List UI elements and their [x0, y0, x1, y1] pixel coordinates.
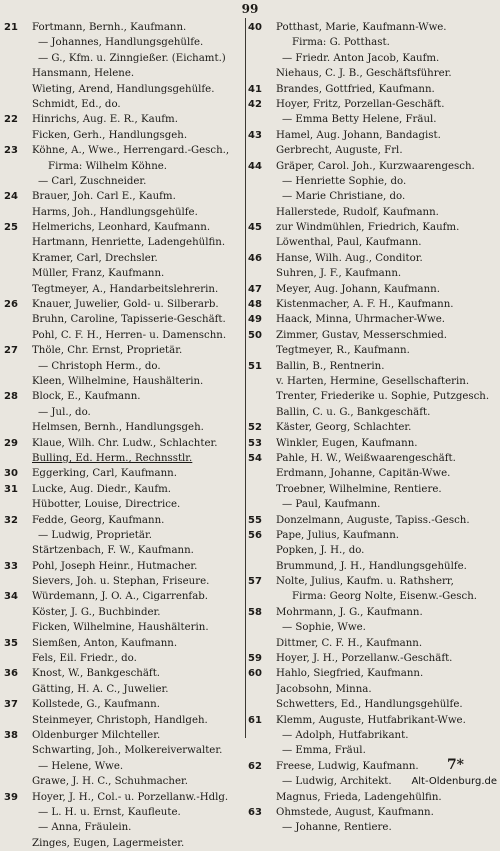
directory-entry	[4, 35, 244, 50]
resident-entry: Trenter, Friederike u. Sophie, Putzgesch.	[276, 391, 490, 403]
resident-entry: Niehaus, C. J. B., Geschäftsführer.	[276, 68, 452, 80]
directory-entry	[4, 20, 244, 35]
directory-entry	[248, 159, 496, 174]
house-number: 40	[248, 22, 262, 33]
house-number: 28	[4, 391, 18, 403]
resident-entry: Helmsen, Bernh., Handlungsgeh.	[32, 422, 204, 434]
directory-entry	[4, 420, 244, 435]
resident-entry: — Christoph Herm., do.	[38, 360, 161, 372]
directory-entry	[248, 51, 496, 66]
house-number: 39	[4, 791, 18, 803]
resident-entry: Tegtmeyer, R., Kaufmann.	[276, 345, 410, 357]
directory-entry	[248, 482, 496, 497]
resident-entry: Köster, J. G., Buchbinder.	[32, 606, 161, 618]
directory-entry	[4, 451, 244, 466]
directory-entry	[248, 497, 496, 512]
resident-entry: Pahle, H. W., Weißwaarengeschäft.	[276, 452, 456, 464]
directory-entry	[248, 574, 496, 589]
directory-entry	[248, 682, 496, 697]
directory-entry	[4, 636, 244, 651]
directory-entry	[248, 466, 496, 481]
right-column	[248, 20, 496, 836]
resident-entry: Kramer, Carl, Drechsler.	[32, 252, 158, 264]
directory-entry	[248, 636, 496, 651]
resident-entry: Müller, Franz, Kaufmann.	[32, 268, 165, 280]
directory-entry	[4, 82, 244, 97]
house-number: 38	[4, 729, 18, 741]
directory-entry	[4, 297, 244, 312]
directory-entry	[248, 620, 496, 635]
resident-entry: Hahlo, Siegfried, Kaufmann.	[276, 668, 424, 680]
directory-entry	[248, 328, 496, 343]
resident-entry: Bulling, Ed. Herm., Rechnsstlr.	[32, 452, 193, 464]
directory-entry	[4, 374, 244, 389]
directory-entry	[248, 82, 496, 97]
directory-entry	[248, 374, 496, 389]
directory-entry	[248, 420, 496, 435]
resident-entry: Würdemann, J. O. A., Cigarrenfab.	[32, 591, 209, 603]
directory-entry	[4, 605, 244, 620]
directory-entry	[4, 482, 244, 497]
directory-entry	[248, 297, 496, 312]
resident-entry: Pohl, Joseph Heinr., Hutmacher.	[32, 560, 198, 572]
house-number: 27	[4, 345, 18, 357]
house-number: 26	[4, 299, 18, 311]
resident-entry: Popken, J. H., do.	[276, 545, 365, 557]
resident-entry: Gätting, H. A. C., Juwelier.	[32, 683, 169, 695]
resident-entry: Firma: G. Potthast.	[292, 37, 390, 49]
directory-entry	[248, 128, 496, 143]
house-number: 25	[4, 222, 18, 234]
house-number: 48	[248, 299, 262, 311]
house-number: 47	[248, 283, 262, 295]
directory-entry	[248, 405, 496, 420]
house-number: 22	[4, 114, 18, 126]
directory-entry	[4, 589, 244, 604]
resident-entry: Ballin, C. u. G., Bankgeschäft.	[276, 406, 431, 418]
directory-entry	[4, 189, 244, 204]
house-number: 44	[248, 160, 262, 172]
directory-entry	[248, 66, 496, 81]
resident-entry: Siemßen, Anton, Kaufmann.	[32, 637, 178, 649]
house-number: 21	[4, 22, 18, 33]
resident-entry: — Adolph, Hutfabrikant.	[282, 729, 409, 741]
resident-entry: v. Harten, Hermine, Gesellschafterin.	[276, 375, 470, 387]
house-number: 45	[248, 222, 262, 234]
resident-entry: Hübotter, Louise, Directrice.	[32, 499, 181, 511]
resident-entry: Kollstede, G., Kaufmann.	[32, 699, 160, 711]
house-number: 54	[248, 452, 262, 464]
directory-entry	[4, 790, 244, 805]
resident-entry: — L. H. u. Ernst, Kaufleute.	[38, 806, 181, 818]
directory-entry	[4, 528, 244, 543]
resident-entry: Troebner, Wilhelmine, Rentiere.	[276, 483, 442, 495]
resident-entry: — G., Kfm. u. Zinngießer. (Eichamt.)	[38, 52, 226, 64]
resident-entry: Brandes, Gottfried, Kaufmann.	[276, 83, 435, 95]
house-number: 31	[4, 483, 18, 495]
directory-entry	[4, 466, 244, 481]
resident-entry: Zimmer, Gustav, Messerschmied.	[276, 329, 448, 341]
house-number: 50	[248, 329, 262, 341]
resident-entry: Winkler, Eugen, Kaufmann.	[276, 437, 418, 449]
house-number: 55	[248, 514, 262, 526]
resident-entry: Nolte, Julius, Kaufm. u. Rathsherr,	[276, 576, 454, 588]
directory-entry	[4, 66, 244, 81]
directory-entry	[4, 774, 244, 789]
directory-entry	[248, 282, 496, 297]
directory-entry	[4, 389, 244, 404]
resident-entry: Sievers, Joh. u. Stephan, Friseure.	[32, 576, 210, 588]
resident-entry: — Johannes, Handlungsgehülfe.	[38, 37, 204, 49]
resident-entry: Steinmeyer, Christoph, Handlgeh.	[32, 714, 208, 726]
directory-entry	[248, 389, 496, 404]
directory-entry	[248, 112, 496, 127]
house-number: 52	[248, 422, 262, 434]
resident-entry: Block, E., Kaufmann.	[32, 391, 141, 403]
resident-entry: — Johanne, Rentiere.	[282, 822, 392, 834]
resident-entry: Kleen, Wilhelmine, Haushälterin.	[32, 375, 204, 387]
resident-entry: Hallerstede, Rudolf, Kaufmann.	[276, 206, 439, 218]
resident-entry: zur Windmühlen, Friedrich, Kaufm.	[276, 222, 460, 234]
resident-entry: — Ludwig, Architekt.	[282, 776, 392, 788]
directory-entry	[248, 97, 496, 112]
directory-entry	[4, 820, 244, 835]
resident-entry: Freese, Ludwig, Kaufmann.	[276, 760, 419, 772]
resident-entry: Potthast, Marie, Kaufmann-Wwe.	[276, 22, 447, 33]
resident-entry: Fels, Eil. Friedr., do.	[32, 653, 137, 665]
house-number: 53	[248, 437, 262, 449]
resident-entry: Pape, Julius, Kaufmann.	[276, 529, 400, 541]
directory-entry	[4, 728, 244, 743]
directory-entry	[4, 312, 244, 327]
directory-entry	[4, 51, 244, 66]
directory-entry	[4, 497, 244, 512]
resident-entry: Tegtmeyer, A., Handarbeitslehrerin.	[32, 283, 219, 295]
house-number: 43	[248, 129, 262, 141]
directory-entry	[248, 713, 496, 728]
house-number: 58	[248, 606, 262, 618]
directory-entry	[248, 528, 496, 543]
house-number: 36	[4, 668, 18, 680]
resident-entry: Haack, Minna, Uhrmacher-Wwe.	[276, 314, 446, 326]
resident-entry: Hoyer, J. H., Porzellanw.-Geschäft.	[276, 653, 453, 665]
resident-entry: Ficken, Wilhelmine, Haushälterin.	[32, 622, 209, 634]
resident-entry: Harms, Joh., Handlungsgehülfe.	[32, 206, 198, 218]
resident-entry: Schmidt, Ed., do.	[32, 98, 121, 110]
resident-entry: Schwetters, Ed., Handlungsgehülfe.	[276, 699, 463, 711]
directory-entry	[4, 159, 244, 174]
directory-entry	[248, 559, 496, 574]
directory-entry	[4, 574, 244, 589]
resident-entry: Käster, Georg, Schlachter.	[276, 422, 412, 434]
house-number: 46	[248, 252, 262, 264]
resident-entry: Gräper, Carol. Joh., Kurzwaarengesch.	[276, 160, 475, 172]
directory-entry	[248, 805, 496, 820]
directory-entry	[4, 220, 244, 235]
left-column	[4, 20, 244, 851]
resident-entry: Hansmann, Helene.	[32, 68, 135, 80]
directory-entry	[248, 543, 496, 558]
resident-entry: Pohl, C. F. H., Herren- u. Damenschn.	[32, 329, 227, 341]
directory-entry	[4, 205, 244, 220]
directory-entry	[4, 405, 244, 420]
directory-entry	[248, 589, 496, 604]
directory-entry	[248, 513, 496, 528]
resident-entry: Köhne, A., Wwe., Herrengard.-Gesch.,	[32, 145, 230, 157]
resident-entry: Mohrmann, J. G., Kaufmann.	[276, 606, 423, 618]
resident-entry: Klemm, Auguste, Hutfabrikant-Wwe.	[276, 714, 466, 726]
directory-entry	[4, 743, 244, 758]
resident-entry: Jacobsohn, Minna.	[276, 683, 372, 695]
house-number: 42	[248, 98, 262, 110]
house-number: 33	[4, 560, 18, 572]
resident-entry: Kistenmacher, A. F. H., Kaufmann.	[276, 299, 454, 311]
resident-entry: — Sophie, Wwe.	[282, 622, 366, 634]
directory-entry	[248, 266, 496, 281]
resident-entry: Hartmann, Henriette, Ladengehülfin.	[32, 237, 226, 249]
directory-entry	[4, 282, 244, 297]
resident-entry: Eggerking, Carl, Kaufmann.	[32, 468, 177, 480]
directory-entry	[248, 451, 496, 466]
directory-entry	[4, 128, 244, 143]
resident-entry: Brauer, Joh. Carl E., Kaufm.	[32, 191, 176, 203]
house-number: 57	[248, 576, 262, 588]
house-number: 24	[4, 191, 18, 203]
resident-entry: Firma: Wilhelm Köhne.	[48, 160, 168, 172]
resident-entry: Brummund, J. H., Handlungsgehülfe.	[276, 560, 467, 572]
resident-entry: Ficken, Gerh., Handlungsgeh.	[32, 129, 188, 141]
house-number: 61	[248, 714, 262, 726]
resident-entry: Donzelmann, Auguste, Tapiss.-Gesch.	[276, 514, 470, 526]
directory-entry	[248, 220, 496, 235]
resident-entry: — Anna, Fräulein.	[38, 822, 132, 834]
resident-entry: Oldenburger Milchteller.	[32, 729, 161, 741]
directory-entry	[4, 759, 244, 774]
resident-entry: Firma: Georg Nolte, Eisenw.-Gesch.	[292, 591, 478, 603]
directory-entry	[4, 112, 244, 127]
directory-entry	[4, 697, 244, 712]
directory-entry	[4, 97, 244, 112]
directory-entry	[4, 436, 244, 451]
directory-entry	[248, 312, 496, 327]
footer-mark: 7*	[446, 757, 464, 773]
house-number: 49	[248, 314, 262, 326]
resident-entry: — Emma Betty Helene, Fräul.	[282, 114, 437, 126]
resident-entry: Dittmer, C. F. H., Kaufmann.	[276, 637, 423, 649]
directory-entry	[248, 343, 496, 358]
directory-entry	[248, 189, 496, 204]
directory-entry	[4, 805, 244, 820]
directory-entry	[248, 20, 496, 35]
house-number: 41	[248, 83, 262, 95]
resident-entry: — Paul, Kaufmann.	[282, 499, 381, 511]
resident-entry: Thöle, Chr. Ernst, Proprietär.	[32, 345, 183, 357]
column-divider	[245, 18, 246, 738]
resident-entry: Hanse, Wilh. Aug., Conditor.	[276, 252, 423, 264]
directory-entry	[4, 513, 244, 528]
resident-entry: Meyer, Aug. Johann, Kaufmann.	[276, 283, 440, 295]
directory-entry	[4, 143, 244, 158]
directory-entry	[4, 836, 244, 851]
resident-entry: Knost, W., Bankgeschäft.	[32, 668, 161, 680]
directory-entry	[248, 666, 496, 681]
house-number: 37	[4, 699, 18, 711]
directory-entry	[4, 174, 244, 189]
directory-entry	[248, 605, 496, 620]
resident-entry: — Henriette Sophie, do.	[282, 175, 407, 187]
directory-entry	[4, 543, 244, 558]
house-number: 59	[248, 653, 262, 665]
directory-entry	[248, 205, 496, 220]
directory-entry	[248, 35, 496, 50]
directory-entry	[4, 713, 244, 728]
resident-entry: Bruhn, Caroline, Tapisserie-Geschäft.	[32, 314, 226, 326]
house-number: 29	[4, 437, 18, 449]
house-number: 56	[248, 529, 262, 541]
resident-entry: Suhren, J. F., Kaufmann.	[276, 268, 402, 280]
house-number: 30	[4, 468, 18, 480]
directory-entry	[4, 343, 244, 358]
directory-entry	[248, 790, 496, 805]
page-number: 99	[241, 2, 259, 16]
directory-entry	[4, 666, 244, 681]
directory-entry	[248, 359, 496, 374]
directory-entry	[248, 436, 496, 451]
resident-entry: — Marie Christiane, do.	[282, 191, 406, 203]
resident-entry: Magnus, Frieda, Ladengehülfin.	[276, 791, 442, 803]
resident-entry: Erdmann, Johanne, Capitän-Wwe.	[276, 468, 451, 480]
resident-entry: Helmerichs, Leonhard, Kaufmann.	[32, 222, 211, 234]
directory-entry	[4, 359, 244, 374]
resident-entry: Fedde, Georg, Kaufmann.	[32, 514, 165, 526]
directory-entry	[248, 651, 496, 666]
resident-entry: — Jul., do.	[38, 406, 91, 418]
directory-entry	[4, 620, 244, 635]
resident-entry: Stärtzenbach, F. W., Kaufmann.	[32, 545, 194, 557]
house-number: 60	[248, 668, 262, 680]
directory-entry	[4, 682, 244, 697]
directory-entry	[4, 559, 244, 574]
resident-entry: Gerbrecht, Auguste, Frl.	[276, 145, 403, 157]
resident-entry: — Ludwig, Proprietär.	[38, 529, 152, 541]
resident-entry: — Emma, Fräul.	[282, 745, 366, 757]
resident-entry: Lucke, Aug. Diedr., Kaufm.	[32, 483, 171, 495]
resident-entry: Hamel, Aug. Johann, Bandagist.	[276, 129, 441, 141]
directory-entry	[4, 235, 244, 250]
house-number: 32	[4, 514, 18, 526]
resident-entry: Wieting, Arend, Handlungsgehülfe.	[32, 83, 215, 95]
resident-entry: Grawe, J. H. C., Schuhmacher.	[32, 776, 188, 788]
house-number: 51	[248, 360, 262, 372]
house-number: 23	[4, 145, 18, 157]
house-number: 63	[248, 806, 262, 818]
resident-entry: Löwenthal, Paul, Kaufmann.	[276, 237, 422, 249]
resident-entry: Klaue, Wilh. Chr. Ludw., Schlachter.	[32, 437, 218, 449]
house-number: 35	[4, 637, 18, 649]
directory-entry	[4, 651, 244, 666]
resident-entry: — Friedr. Anton Jacob, Kaufm.	[282, 52, 440, 64]
directory-entry	[4, 266, 244, 281]
directory-entry	[248, 697, 496, 712]
directory-entry	[248, 235, 496, 250]
resident-entry: Hoyer, Fritz, Porzellan-Geschäft.	[276, 98, 445, 110]
resident-entry: Ballin, B., Rentnerin.	[276, 360, 385, 372]
directory-entry	[4, 251, 244, 266]
directory-entry	[248, 820, 496, 835]
resident-entry: Ohmstede, August, Kaufmann.	[276, 806, 434, 818]
resident-entry: Fortmann, Bernh., Kaufmann.	[32, 22, 187, 33]
resident-entry: Hinrichs, Aug. E. R., Kaufm.	[32, 114, 178, 126]
resident-entry: Zinges, Eugen, Lagermeister.	[32, 837, 185, 849]
directory-entry	[4, 328, 244, 343]
directory-entry	[248, 251, 496, 266]
resident-entry: Schwarting, Joh., Molkereiverwalter.	[32, 745, 223, 757]
house-number: 34	[4, 591, 18, 603]
directory-entry	[248, 728, 496, 743]
resident-entry: — Carl, Zuschneider.	[38, 175, 147, 187]
resident-entry: — Helene, Wwe.	[38, 760, 124, 772]
directory-entry	[248, 174, 496, 189]
resident-entry: Knauer, Juwelier, Gold- u. Silberarb.	[32, 299, 219, 311]
directory-entry	[248, 143, 496, 158]
resident-entry: Hoyer, J. H., Col.- u. Porzellanw.-Hdlg.	[32, 791, 229, 803]
source-credit: Alt-Oldenburg.de	[411, 776, 497, 787]
house-number: 62	[248, 760, 262, 772]
